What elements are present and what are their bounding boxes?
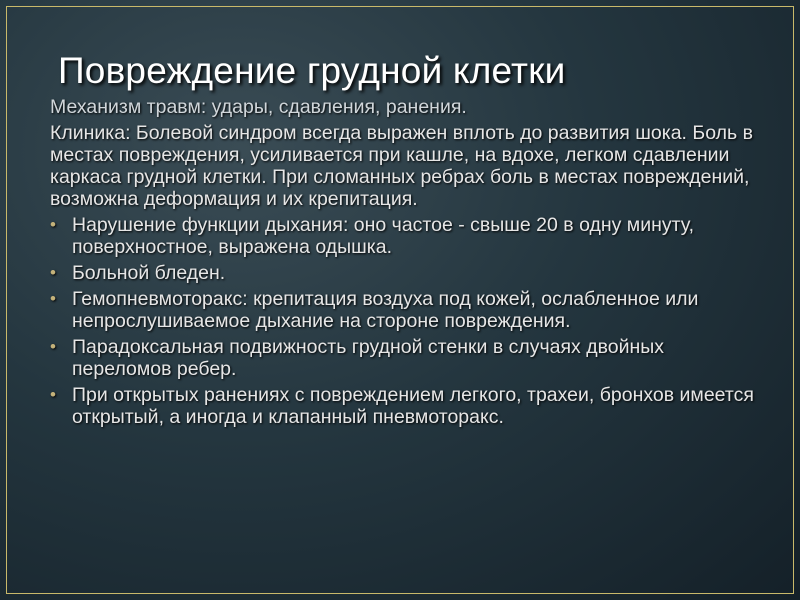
slide-title: Повреждение грудной клетки <box>58 50 566 91</box>
list-item-text: Нарушение функции дыхания: оно частое - свыше 20 в одну минуту, поверхностное, выражена одышка. <box>72 214 694 258</box>
bullet-icon: • <box>50 263 56 282</box>
list-item-text: Больной бледен. <box>72 262 226 284</box>
slide-body <box>50 96 755 432</box>
bullet-icon: • <box>50 385 56 404</box>
list-item <box>50 336 755 380</box>
list-item-text: При открытых ранениях с повреждением легкого, трахеи, бронхов имеется открытый, а иногда и клапанный пневмоторакс. <box>72 384 754 428</box>
mechanism-paragraph: Механизм травм: удары, сдавления, ранения. <box>50 96 467 118</box>
bullet-icon: • <box>50 337 56 356</box>
list-item <box>50 288 755 332</box>
bullet-icon: • <box>50 215 56 234</box>
list-item <box>50 384 755 428</box>
list-item <box>50 262 755 284</box>
list-item-text: Гемопневмоторакс: крепитация воздуха под кожей, ослабленное или непрослушиваемое дыхание на стороне повреждения. <box>72 288 699 332</box>
list-item <box>50 214 755 258</box>
clinic-paragraph: Клиника: Болевой синдром всегда выражен вплоть до развития шока. Боль в местах повреждения, усиливается при кашле, на вдохе, легком сдавлении каркаса грудной клетки. При сломанных ребрах боль в местах повреждений, возможна деформация и их крепитация. <box>50 122 753 210</box>
bullet-icon: • <box>50 289 56 308</box>
symptoms-list <box>50 214 755 428</box>
list-item-text: Парадоксальная подвижность грудной стенки в случаях двойных переломов ребер. <box>72 336 665 380</box>
